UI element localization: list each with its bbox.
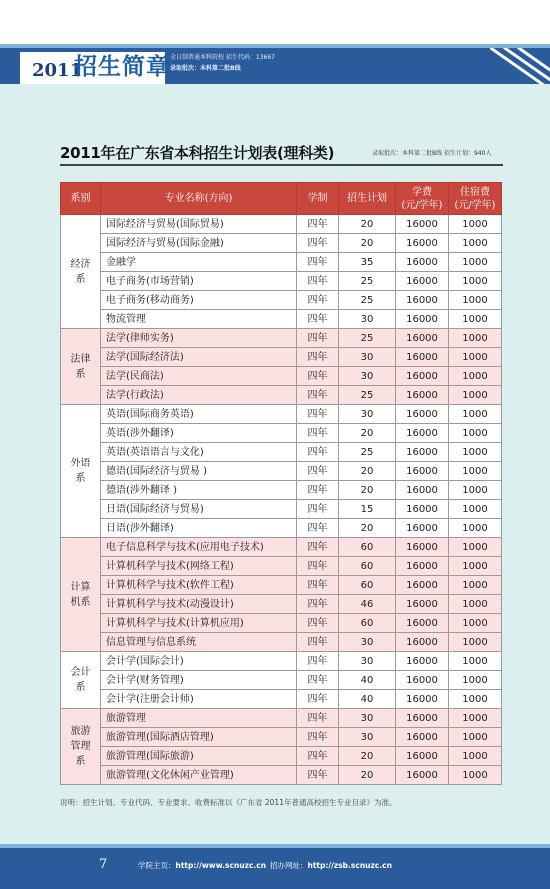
fee-cell: 16000 (396, 215, 449, 234)
major-cell: 旅游管理(国际酒店管理) (101, 728, 297, 747)
duration-cell: 四年 (297, 766, 339, 785)
dept-cell: 法律系 (61, 329, 101, 405)
fee-cell: 16000 (396, 557, 449, 576)
table-row (61, 348, 502, 367)
duration-cell: 四年 (297, 595, 339, 614)
dept-cell: 旅游管理系 (61, 709, 101, 785)
fee-cell: 16000 (396, 519, 449, 538)
major-cell: 信息管理与信息系统 (101, 633, 297, 652)
header-fee-unit: (元/学年) (401, 199, 443, 211)
major-cell: 会计学(国际会计) (101, 652, 297, 671)
duration-cell: 四年 (297, 443, 339, 462)
fee-cell: 16000 (396, 367, 449, 386)
plan-cell: 25 (339, 272, 396, 291)
lodging-cell: 1000 (449, 405, 502, 424)
fee-cell: 16000 (396, 614, 449, 633)
plan-cell: 60 (339, 557, 396, 576)
plan-cell: 25 (339, 443, 396, 462)
lodging-cell: 1000 (449, 234, 502, 253)
table-row (61, 386, 502, 405)
table-row (61, 253, 502, 272)
table-row (61, 538, 502, 557)
table-row (61, 481, 502, 500)
fee-cell: 16000 (396, 709, 449, 728)
header-info (170, 52, 275, 74)
table-row (61, 500, 502, 519)
plan-cell: 20 (339, 462, 396, 481)
duration-cell: 四年 (297, 652, 339, 671)
duration-cell: 四年 (297, 519, 339, 538)
title-rule (60, 164, 503, 166)
table-header-row (61, 183, 502, 215)
page-number: 7 (99, 857, 108, 872)
lodging-cell: 1000 (449, 481, 502, 500)
fee-cell: 16000 (396, 310, 449, 329)
lodging-cell: 1000 (449, 709, 502, 728)
table-row (61, 614, 502, 633)
plan-cell: 60 (339, 614, 396, 633)
fee-cell: 16000 (396, 595, 449, 614)
dept-cell: 会计系 (61, 652, 101, 709)
major-cell: 法学(民商法) (101, 367, 297, 386)
plan-cell: 20 (339, 215, 396, 234)
table-row (61, 329, 502, 348)
dept-cell: 计算机系 (61, 538, 101, 652)
fee-cell: 16000 (396, 747, 449, 766)
fee-cell: 16000 (396, 576, 449, 595)
plan-cell: 46 (339, 595, 396, 614)
lodging-cell: 1000 (449, 538, 502, 557)
lodging-cell: 1000 (449, 443, 502, 462)
major-cell: 电子信息科学与技术(应用电子技术) (101, 538, 297, 557)
table-row (61, 519, 502, 538)
lodging-cell: 1000 (449, 690, 502, 709)
lodging-cell: 1000 (449, 766, 502, 785)
lodging-cell: 1000 (449, 310, 502, 329)
header-lodging (449, 183, 502, 215)
dept-cell: 经济系 (61, 215, 101, 329)
major-cell: 会计学(注册会计师) (101, 690, 297, 709)
table-row (61, 367, 502, 386)
fee-cell: 16000 (396, 234, 449, 253)
duration-cell: 四年 (297, 728, 339, 747)
table-row (61, 633, 502, 652)
header-lodging-unit: (元/学年) (454, 199, 496, 211)
duration-cell: 四年 (297, 690, 339, 709)
lodging-cell: 1000 (449, 348, 502, 367)
fee-cell: 16000 (396, 728, 449, 747)
lodging-cell: 1000 (449, 519, 502, 538)
lodging-cell: 1000 (449, 462, 502, 481)
major-cell: 日语(涉外翻译) (101, 519, 297, 538)
duration-cell: 四年 (297, 348, 339, 367)
plan-cell: 25 (339, 386, 396, 405)
fee-cell: 16000 (396, 652, 449, 671)
major-cell: 计算机科学与技术(软件工程) (101, 576, 297, 595)
fee-cell: 16000 (396, 424, 449, 443)
plan-cell: 35 (339, 253, 396, 272)
dept-cell: 外语系 (61, 405, 101, 538)
duration-cell: 四年 (297, 576, 339, 595)
fee-cell: 16000 (396, 329, 449, 348)
plan-cell: 40 (339, 690, 396, 709)
major-cell: 法学(行政法) (101, 386, 297, 405)
duration-cell: 四年 (297, 709, 339, 728)
header-decoration (490, 48, 550, 84)
table-row (61, 291, 502, 310)
plan-cell: 30 (339, 652, 396, 671)
major-cell: 法学(律师实务) (101, 329, 297, 348)
plan-cell: 20 (339, 766, 396, 785)
plan-cell: 60 (339, 576, 396, 595)
footer-admission-label: 招办网址： (270, 861, 308, 870)
duration-cell: 四年 (297, 671, 339, 690)
lodging-cell: 1000 (449, 291, 502, 310)
major-cell: 法学(国际经济法) (101, 348, 297, 367)
header-lodging-label: 住宿费 (460, 186, 490, 198)
fee-cell: 16000 (396, 690, 449, 709)
table-row (61, 424, 502, 443)
table-row (61, 766, 502, 785)
duration-cell: 四年 (297, 329, 339, 348)
major-cell: 计算机科学与技术(网络工程) (101, 557, 297, 576)
major-cell: 金融学 (101, 253, 297, 272)
duration-cell: 四年 (297, 424, 339, 443)
fee-cell: 16000 (396, 481, 449, 500)
duration-cell: 四年 (297, 215, 339, 234)
major-cell: 计算机科学与技术(动漫设计) (101, 595, 297, 614)
plan-cell: 30 (339, 405, 396, 424)
fee-cell: 16000 (396, 405, 449, 424)
table-row (61, 272, 502, 291)
table-row (61, 557, 502, 576)
lodging-cell: 1000 (449, 367, 502, 386)
lodging-cell: 1000 (449, 215, 502, 234)
lodging-cell: 1000 (449, 747, 502, 766)
plan-cell: 25 (339, 329, 396, 348)
header-dept: 系别 (61, 183, 101, 215)
fee-cell: 16000 (396, 272, 449, 291)
plan-cell: 30 (339, 348, 396, 367)
header-duration: 学制 (297, 183, 339, 215)
duration-cell: 四年 (297, 747, 339, 766)
table-row (61, 443, 502, 462)
major-cell: 会计学(财务管理) (101, 671, 297, 690)
lodging-cell: 1000 (449, 633, 502, 652)
major-cell: 英语(英语语言与文化) (101, 443, 297, 462)
table-row (61, 595, 502, 614)
plan-cell: 20 (339, 747, 396, 766)
duration-cell: 四年 (297, 462, 339, 481)
header-info-line-2: 录取批次：本科第二批B线 (170, 65, 241, 72)
lodging-cell: 1000 (449, 595, 502, 614)
fee-cell: 16000 (396, 538, 449, 557)
lodging-cell: 1000 (449, 424, 502, 443)
duration-cell: 四年 (297, 272, 339, 291)
lodging-cell: 1000 (449, 728, 502, 747)
major-cell: 国际经济与贸易(国际贸易) (101, 215, 297, 234)
table-row (61, 310, 502, 329)
major-cell: 计算机科学与技术(计算机应用) (101, 614, 297, 633)
duration-cell: 四年 (297, 234, 339, 253)
plan-cell: 60 (339, 538, 396, 557)
fee-cell: 16000 (396, 348, 449, 367)
footer-site-url[interactable]: http://www.scnuzc.cn (175, 861, 267, 870)
fee-cell: 16000 (396, 291, 449, 310)
logo-year: 2011 (32, 60, 83, 81)
duration-cell: 四年 (297, 367, 339, 386)
lodging-cell: 1000 (449, 329, 502, 348)
plan-cell: 20 (339, 519, 396, 538)
table-row (61, 234, 502, 253)
lodging-cell: 1000 (449, 652, 502, 671)
plan-cell: 30 (339, 728, 396, 747)
lodging-cell: 1000 (449, 557, 502, 576)
footer-site-label: 学院主页： (138, 861, 176, 870)
plan-cell: 20 (339, 481, 396, 500)
plan-cell: 30 (339, 310, 396, 329)
fee-cell: 16000 (396, 633, 449, 652)
duration-cell: 四年 (297, 538, 339, 557)
duration-cell: 四年 (297, 253, 339, 272)
lodging-cell: 1000 (449, 576, 502, 595)
table-row (61, 576, 502, 595)
footer-admission-url[interactable]: http://zsb.scnuzc.cn (307, 861, 392, 870)
lodging-cell: 1000 (449, 500, 502, 519)
major-cell: 旅游管理(国际旅游) (101, 747, 297, 766)
header-info-line-1: 全日制普通本科院校 招生代码：13667 (170, 54, 275, 61)
fee-cell: 16000 (396, 766, 449, 785)
enrollment-plan-table (60, 182, 501, 785)
plan-cell: 20 (339, 234, 396, 253)
duration-cell: 四年 (297, 405, 339, 424)
major-cell: 英语(涉外翻译) (101, 424, 297, 443)
table-row (61, 709, 502, 728)
footnote: 说明：招生计划、专业代码、专业要求、收费标准以《广东省 2011年普通高校招生专业目录》为准。 (60, 798, 397, 807)
major-cell: 旅游管理 (101, 709, 297, 728)
duration-cell: 四年 (297, 310, 339, 329)
major-cell: 德语(国际经济与贸易 ) (101, 462, 297, 481)
header-fee (396, 183, 449, 215)
footer-site (138, 860, 266, 871)
major-cell: 日语(国际经济与贸易) (101, 500, 297, 519)
major-cell: 电子商务(移动商务) (101, 291, 297, 310)
table-row (61, 728, 502, 747)
lodging-cell: 1000 (449, 614, 502, 633)
major-cell: 旅游管理(文化休闲产业管理) (101, 766, 297, 785)
fee-cell: 16000 (396, 253, 449, 272)
duration-cell: 四年 (297, 500, 339, 519)
fee-cell: 16000 (396, 386, 449, 405)
duration-cell: 四年 (297, 481, 339, 500)
lodging-cell: 1000 (449, 272, 502, 291)
lodging-cell: 1000 (449, 386, 502, 405)
header-plan: 招生计划 (339, 183, 396, 215)
table-row (61, 462, 502, 481)
major-cell: 国际经济与贸易(国际金融) (101, 234, 297, 253)
duration-cell: 四年 (297, 614, 339, 633)
table-row (61, 690, 502, 709)
table-row (61, 215, 502, 234)
major-cell: 英语(国际商务英语) (101, 405, 297, 424)
duration-cell: 四年 (297, 557, 339, 576)
lodging-cell: 1000 (449, 253, 502, 272)
fee-cell: 16000 (396, 671, 449, 690)
plan-cell: 30 (339, 709, 396, 728)
plan-cell: 20 (339, 424, 396, 443)
fee-cell: 16000 (396, 500, 449, 519)
table-row (61, 671, 502, 690)
duration-cell: 四年 (297, 386, 339, 405)
major-cell: 电子商务(市场营销) (101, 272, 297, 291)
fee-cell: 16000 (396, 462, 449, 481)
duration-cell: 四年 (297, 633, 339, 652)
header-fee-label: 学费 (412, 186, 432, 198)
table-row (61, 747, 502, 766)
page-title: 2011年在广东省本科招生计划表(理科类) (60, 144, 335, 162)
table-row (61, 652, 502, 671)
fee-cell: 16000 (396, 443, 449, 462)
table-body (61, 215, 502, 785)
plan-cell: 30 (339, 367, 396, 386)
table-row (61, 405, 502, 424)
title-note: 录取批次：本科第二批B线 招生计划：940人 (372, 150, 492, 157)
plan-cell: 25 (339, 291, 396, 310)
plan-cell: 15 (339, 500, 396, 519)
header-major: 专业名称(方向) (101, 183, 297, 215)
lodging-cell: 1000 (449, 671, 502, 690)
major-cell: 德语(涉外翻译 ) (101, 481, 297, 500)
duration-cell: 四年 (297, 291, 339, 310)
plan-cell: 40 (339, 671, 396, 690)
major-cell: 物流管理 (101, 310, 297, 329)
footer-admission (270, 860, 392, 871)
logo-title: 招生简章 (74, 54, 170, 80)
plan-cell: 30 (339, 633, 396, 652)
